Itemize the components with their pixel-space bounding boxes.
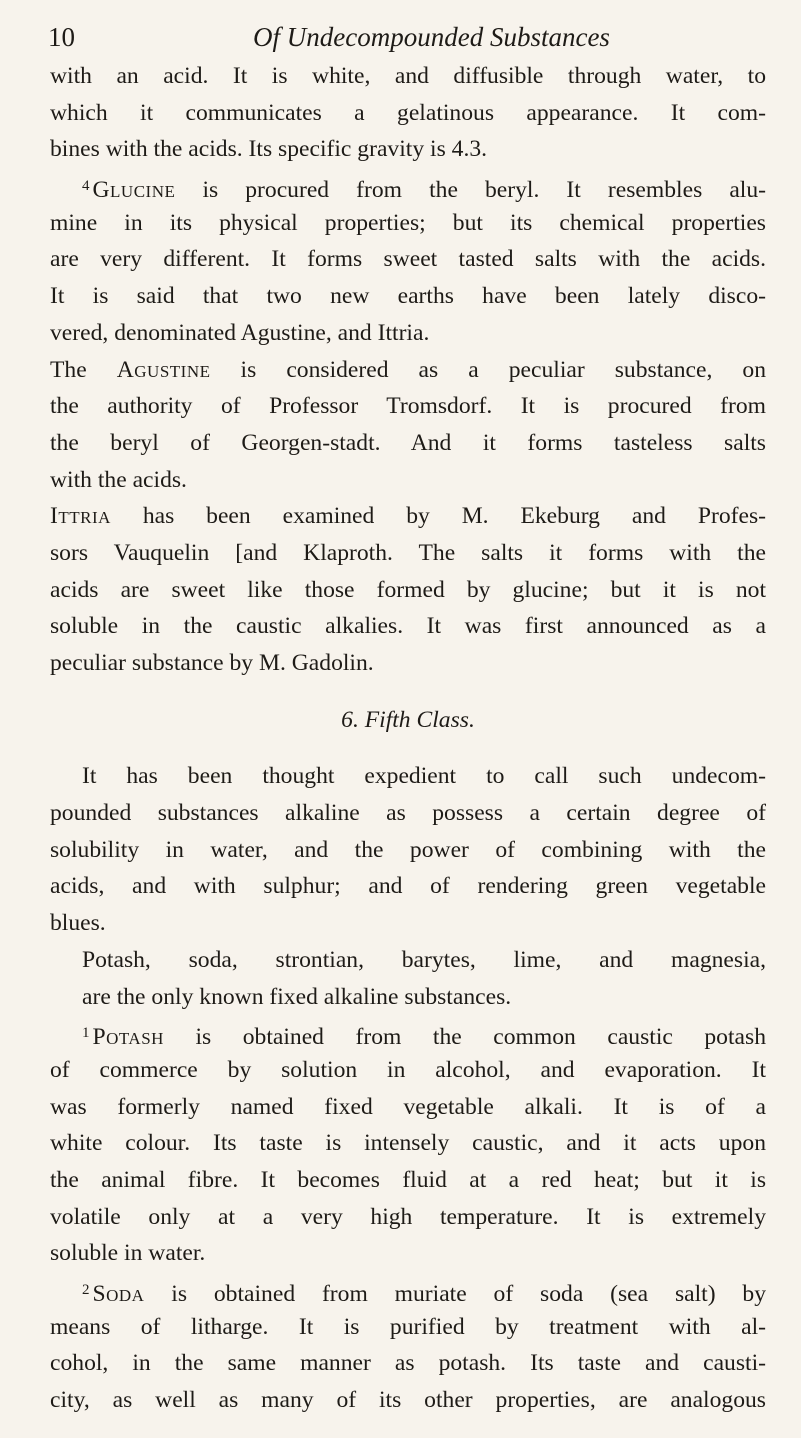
text-line: peculiar substance by M. Gadolin. — [50, 650, 374, 676]
text-line: solubility in water, and the power of combining with the — [50, 836, 766, 863]
text-line: soluble in water. — [50, 1240, 206, 1267]
text-line: are the only known fixed alkaline substances. — [82, 983, 512, 1010]
text-line: soluble in the caustic alkalies. It was first announced as a — [50, 613, 766, 640]
text-line: pounded substances alkaline as possess a certain degree of — [50, 800, 766, 827]
section-heading: 6. Fifth Class. — [341, 706, 475, 733]
text-line: bines with the acids. Its specific gravity is 4.3. — [50, 136, 488, 163]
text-line: with the acids. — [50, 466, 187, 493]
entry-number: 4 — [82, 178, 90, 195]
text-line: Potash, soda, strontian, barytes, lime, and magnesia, — [82, 946, 766, 973]
agustine-entry-first-line — [50, 352, 766, 389]
text-run: is obtained from muriate of soda (sea salt) by — [171, 1281, 766, 1307]
text-line: was formerly named fixed vegetable alkali. It is of a — [50, 1093, 766, 1120]
text-line: cohol, in the same manner as potash. Its taste and causti- — [50, 1350, 766, 1377]
text-line: the authority of Professor Tromsdorf. It is procured from — [50, 393, 766, 420]
text-line: of commerce by solution in alcohol, and evaporation. It — [50, 1056, 766, 1083]
soda-entry-first-line — [50, 1272, 766, 1309]
text-run: The — [50, 356, 87, 383]
text-run: is obtained from the common caustic potash — [195, 1024, 766, 1051]
text-line: volatile only at a very high temperature. It is extremely — [50, 1203, 766, 1230]
text-line: the beryl of Georgen-stadt. And it forms tasteless salts — [50, 429, 766, 456]
text-line: are very different. It forms sweet tasted salts with the acids. — [50, 246, 766, 273]
text-line: acids are sweet like those formed by glucine; but it is not — [50, 576, 766, 603]
substance-name: Soda — [92, 1281, 145, 1307]
text-line: which it communicates a gelatinous appearance. It com- — [50, 99, 766, 126]
text-line: vered, denominated Agustine, and Ittria. — [50, 319, 430, 346]
text-line: means of litharge. It is purified by treatment with al- — [50, 1313, 766, 1340]
page-number: 10 — [48, 22, 75, 52]
text-line: with an acid. It is white, and diffusible through water, to — [50, 63, 766, 89]
page-header — [48, 22, 761, 62]
text-line: city, as well as many of its other properties, are analogous — [50, 1387, 766, 1414]
entry-number: 2 — [82, 1282, 90, 1298]
text-line: white colour. Its taste is intensely caustic, and it acts upon — [50, 1130, 766, 1157]
glucine-entry-first-line — [50, 168, 766, 205]
text-line: the animal fibre. It becomes fluid at a red heat; but it is — [50, 1166, 766, 1193]
running-title: Of Undecompounded Substances — [253, 22, 610, 52]
text-run: is procured from the beryl. It resembles alu- — [202, 177, 766, 204]
text-run: has been examined by M. Ekeburg and Profes- — [142, 503, 766, 530]
text-line: blues. — [50, 910, 106, 937]
text-line: acids, and with sulphur; and of rendering green vegetable — [50, 873, 766, 900]
text-line: mine in its physical properties; but its chemical properties — [50, 209, 766, 236]
text-line: It has been thought expedient to call such undecom- — [82, 763, 766, 790]
substance-name: Agustine — [116, 356, 211, 383]
potash-entry-first-line — [50, 1015, 766, 1052]
text-line: It is said that two new earths have been lately disco- — [50, 283, 766, 310]
text-run: is considered as a peculiar substance, on — [240, 356, 767, 383]
ittria-entry-first-line — [50, 498, 766, 535]
text-line: sors Vauquelin [and Klaproth. The salts it forms with the — [50, 539, 766, 566]
entry-number: 1 — [82, 1025, 90, 1042]
substance-name: Potash — [92, 1024, 164, 1051]
body-text — [50, 58, 766, 1419]
substance-name: Glucine — [92, 177, 176, 204]
substance-name: Ittria — [50, 503, 111, 530]
